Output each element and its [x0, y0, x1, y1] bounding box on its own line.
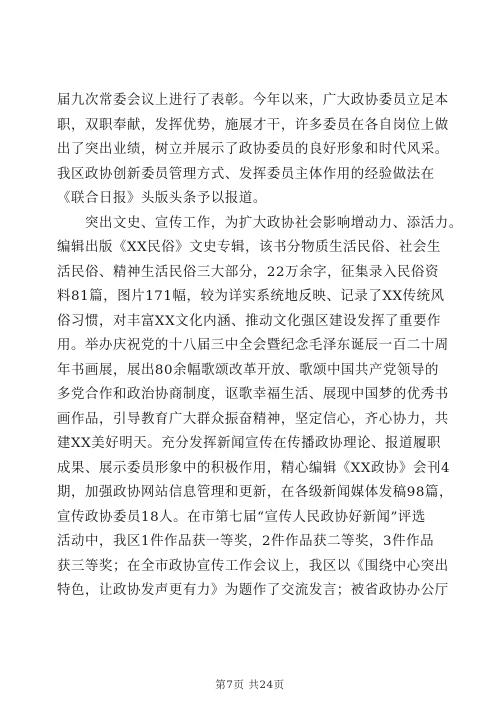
- text-line: 《联合日报》头版头条予以报道。: [57, 191, 267, 206]
- page-number-footer: 第7页 共24页: [215, 679, 285, 691]
- text-line: 多党合作和政治协商制度，讴歌幸福生活、展现中国梦的优秀书: [57, 387, 449, 402]
- text-line: 成果、展示委员形象中的积极作用，精心编辑《XX政协》会刊4: [57, 460, 451, 476]
- text-line: 职，双职奉献，发挥优势，施展才干，许多委员在各自岗位上做: [57, 117, 449, 133]
- text-line: 建XX美好明天。充分发挥新闻宣传在传播政协理论、报道履职: [57, 436, 442, 451]
- text-line: 编辑出版《XX民俗》文史专辑，该书分物质生活民俗、社会生: [57, 240, 442, 255]
- text-line: 期，加强政协网站信息管理和更新，在各级新闻媒体发稿98篇，: [57, 485, 453, 500]
- text-line: 获三等奖；在全市政协宣传工作会议上，我区以《围绕中心突出: [57, 558, 449, 574]
- text-line: 我区政协创新委员管理方式、发挥委员主体作用的经验做法在: [57, 166, 435, 182]
- text-line: 特色，让政协发声更有力》为题作了交流发言；被省政协办公厅: [57, 583, 449, 598]
- body-text: [57, 89, 463, 604]
- text-line: 画作品，引导教育广大群众振奋精神，坚定信心，齐心协力，共: [57, 411, 449, 427]
- text-line: 俗习惯，对丰富XX文化内涵、推动文化强区建设发挥了重要作: [57, 313, 442, 329]
- text-line: 活动中，我区1件作品获一等奖，2件作品获二等奖，3件作品: [57, 534, 435, 549]
- text-line: 用。举办庆祝党的十八届三中全会暨纪念毛泽东诞辰一百二十周: [57, 338, 449, 353]
- text-line: 活民俗、精神生活民俗三大部分，22万余字，征集录入民俗资: [57, 264, 439, 280]
- text-line: 届九次常委会议上进行了表彰。今年以来，广大政协委员立足本: [57, 93, 449, 108]
- text-line: 年书画展，展出80余幅歌颂改革开放、歌颂中国共产党领导的: [57, 362, 439, 378]
- text-line: 突出文史、宣传工作，为扩大政协社会影响增动力、添活力。: [57, 215, 463, 231]
- text-line: 料81篇，图片171幅，较为详实系统地反映、记录了XX传统风: [57, 289, 445, 304]
- text-line: 出了突出业绩，树立并展示了政协委员的良好形象和时代风采。: [57, 142, 449, 157]
- text-line: 宣传政协委员18人。在市第七届“宣传人民政协好新闻”评选: [57, 509, 426, 525]
